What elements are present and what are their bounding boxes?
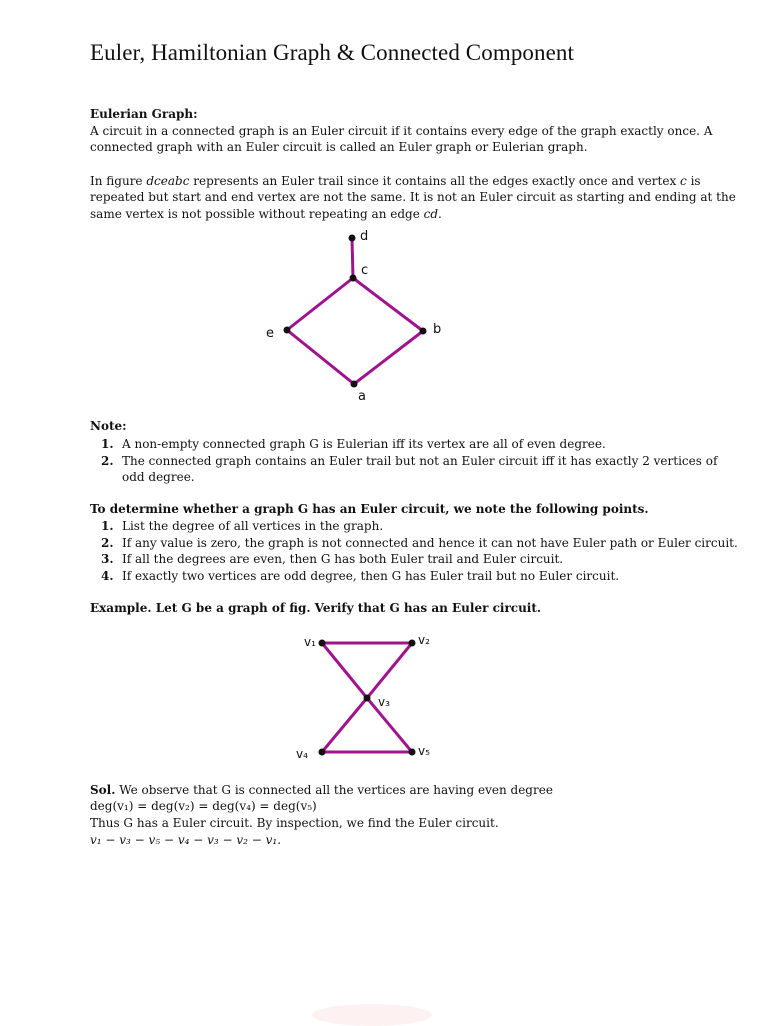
vertex-v5 — [409, 749, 416, 756]
euler-definition-line-2: connected graph with an Euler circuit is called an Euler graph or Eulerian graph. — [90, 140, 588, 154]
edge-v1v3 — [322, 643, 367, 698]
determine-item: 3. If all the degrees are even, then G has both Euler trail and Euler circuit. — [101, 552, 564, 566]
edge-v3v4 — [322, 698, 367, 752]
figure-paragraph-line-1: In figure dceabc represents an Euler trail since it contains all the edges exactly once and vertex c is — [90, 174, 701, 188]
note-item: 2. The connected graph contains an Euler trail but not an Euler circuit iff it has exactly 2 vertices of odd degree. — [101, 453, 718, 484]
label-b: b — [433, 322, 442, 337]
note-heading: Note: — [90, 419, 127, 433]
determine-item: 2. If any value is zero, the graph is not connected and hence it can not have Euler path or Euler circuit. — [101, 535, 738, 550]
determine-item: 1. List the degree of all vertices in the graph. — [101, 519, 384, 533]
label-c: c — [361, 263, 369, 278]
euler-definition-line-1: A circuit in a connected graph is an Euler circuit if it contains every edge of the graph exactly once. A — [90, 124, 713, 138]
label-a: a — [358, 389, 366, 404]
label-v4: v₄ — [296, 747, 308, 761]
label-v5: v₅ — [418, 744, 430, 758]
edge-v2v3 — [367, 643, 412, 698]
determine-heading: To determine whether a graph G has an Euler circuit, we note the following points. — [90, 502, 649, 516]
vertex-v3 — [364, 695, 371, 702]
figure-paragraph-line-2: repeated but start and end vertex are not the same. It is not an Euler circuit as starting and ending at the — [90, 190, 736, 204]
vertex-v2 — [409, 640, 416, 647]
note-item: 1. A non-empty connected graph G is Eulerian iff its vertex are all of even degree. — [101, 437, 606, 451]
label-v1: v₁ — [304, 635, 316, 649]
solution-line-2: deg(v₁) = deg(v₂) = deg(v₄) = deg(v₅) — [90, 799, 317, 813]
solution-line-3: Thus G has a Euler circuit. By inspection, we find the Euler circuit. — [90, 816, 499, 830]
page-footer-smudge — [312, 1004, 432, 1026]
determine-item: 4. If exactly two vertices are odd degree, then G has Euler trail but no Euler circuit. — [101, 568, 620, 583]
label-v2: v₂ — [418, 633, 430, 647]
example-heading: Example. Let G be a graph of fig. Verify that G has an Euler circuit. — [90, 601, 542, 615]
solution-line-1: Sol. We observe that G is connected all the vertices are having even degree — [90, 783, 553, 797]
label-v3: v₃ — [378, 695, 390, 709]
solution-euler-circuit: v₁ − v₃ − v₅ − v₄ − v₃ − v₂ − v₁. — [90, 833, 282, 847]
vertex-v4 — [319, 749, 326, 756]
eulerian-graph-heading: Eulerian Graph: — [90, 107, 198, 121]
vertex-v1 — [319, 640, 326, 647]
page-title: Euler, Hamiltonian Graph & Connected Component — [90, 40, 575, 65]
label-e: e — [266, 326, 274, 341]
label-d: d — [360, 229, 369, 244]
figure-paragraph-line-3: same vertex is not possible without repeating an edge cd. — [90, 207, 442, 221]
